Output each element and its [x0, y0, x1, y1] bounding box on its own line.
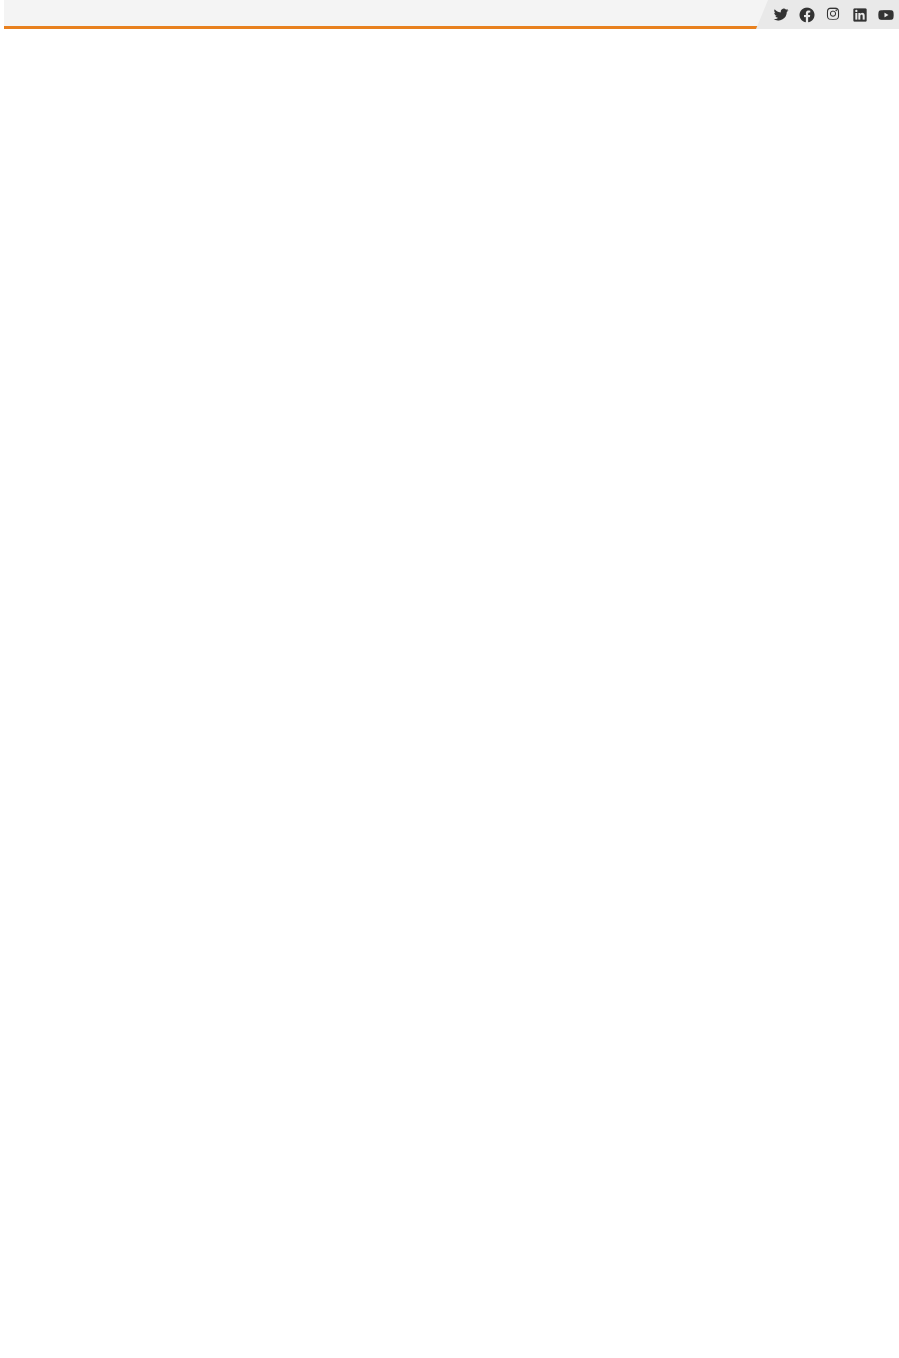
linkedin-icon[interactable] — [852, 7, 868, 23]
instagram-icon[interactable] — [825, 7, 841, 23]
social-links — [756, 0, 899, 29]
youtube-icon[interactable] — [878, 7, 894, 23]
trending-bar — [4, 0, 899, 29]
facebook-icon[interactable] — [799, 7, 815, 23]
twitter-icon[interactable] — [773, 7, 789, 23]
economic-calendar — [4, 0, 899, 29]
